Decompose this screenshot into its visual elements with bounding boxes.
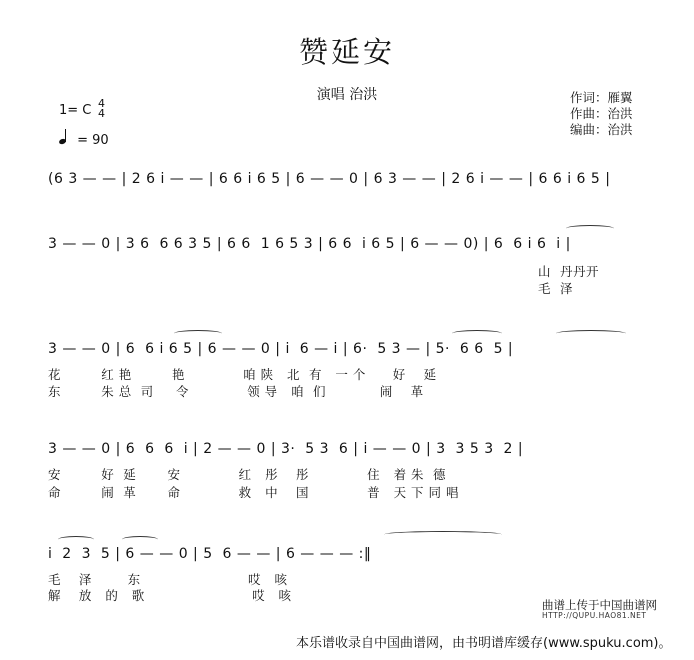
notation-line: 3 — — 0 | 3 6 6 6 3 5 | 6 6 1 6 5 3 | 6 6 i 6 5 | 6 — — 0) | 6 6 i 6 i |: [48, 236, 571, 252]
slur-mark: [174, 330, 222, 337]
lyricist-credit: 作词：雁翼: [570, 90, 633, 105]
score-row-1: [48, 171, 648, 191]
slur-mark: [566, 225, 614, 232]
tempo-marking: [59, 130, 109, 148]
song-title: 赞延安: [298, 35, 395, 69]
slur-mark: [122, 536, 158, 543]
lyric-line-2: 毛 泽: [538, 281, 573, 296]
quarter-note-icon: [59, 130, 73, 144]
slur-mark: [452, 330, 502, 337]
lyric-line-2: 解 放 的 歌 哎 咳: [48, 588, 292, 603]
lyric-line-1: 山 丹丹开: [538, 264, 599, 279]
score-row-5: [48, 546, 648, 566]
lyric-line-1: 安 好 延 安 红 彤 彤 住 着 朱 德: [48, 467, 446, 482]
source-url[interactable]: HTTP://QUPU.HAO81.NET: [542, 611, 647, 620]
composer-credit: 作曲：治洪: [570, 106, 633, 121]
upload-source: 曲谱上传于中国曲谱网: [542, 598, 657, 612]
notation-line: 3 — — 0 | 6 6 6 i | 2 — — 0 | 3· 5 3 6 | i — — 0 | 3 3 5 3 2 |: [48, 441, 524, 457]
singer-credit: 演唱 治洪: [316, 87, 378, 103]
notation-line: i 2 3 5 | 6 — — 0 | 5 6 — — | 6 — — — :‖: [48, 546, 372, 562]
credits-block: [570, 90, 633, 138]
slur-mark: [384, 531, 502, 538]
key-signature: 1= C: [59, 103, 92, 118]
arranger-credit: 编曲：治洪: [570, 122, 633, 137]
lyric-line-1: 花 红 艳 艳 咱 陕 北 有 一 个 好 延: [48, 367, 437, 382]
cache-notice: 本乐谱收录自中国曲谱网，由书明谱库缓存(www.spuku.com)。: [296, 636, 672, 651]
score-row-4: [48, 441, 648, 461]
time-signature-top: 4: [98, 97, 105, 110]
score-row-2: [48, 236, 648, 256]
score-row-3: [48, 341, 648, 361]
lyric-line-1: 毛 泽 东 哎 咳: [48, 572, 288, 587]
notation-line: (6 3 — — | 2 6 i — — | 6 6 i 6 5 | 6 — — 0 | 6 3 — — | 2 6 i — — | 6 6 i 6 5 |: [48, 171, 611, 187]
time-signature-bottom: 4: [98, 107, 105, 120]
notation-line: 3 — — 0 | 6 6 i 6 5 | 6 — — 0 | i 6 — i | 6· 5 3 — | 5· 6 6 5 |: [48, 341, 514, 357]
slur-mark: [556, 330, 626, 337]
time-signature: [98, 99, 105, 119]
tempo-value: = 90: [77, 133, 109, 148]
lyric-line-2: 东 朱 总 司 令 领 导 咱 们 闹 革: [48, 384, 424, 399]
slur-mark: [58, 536, 94, 543]
lyric-line-2: 命 闹 革 命 救 中 国 普 天 下 同 唱: [48, 485, 459, 500]
